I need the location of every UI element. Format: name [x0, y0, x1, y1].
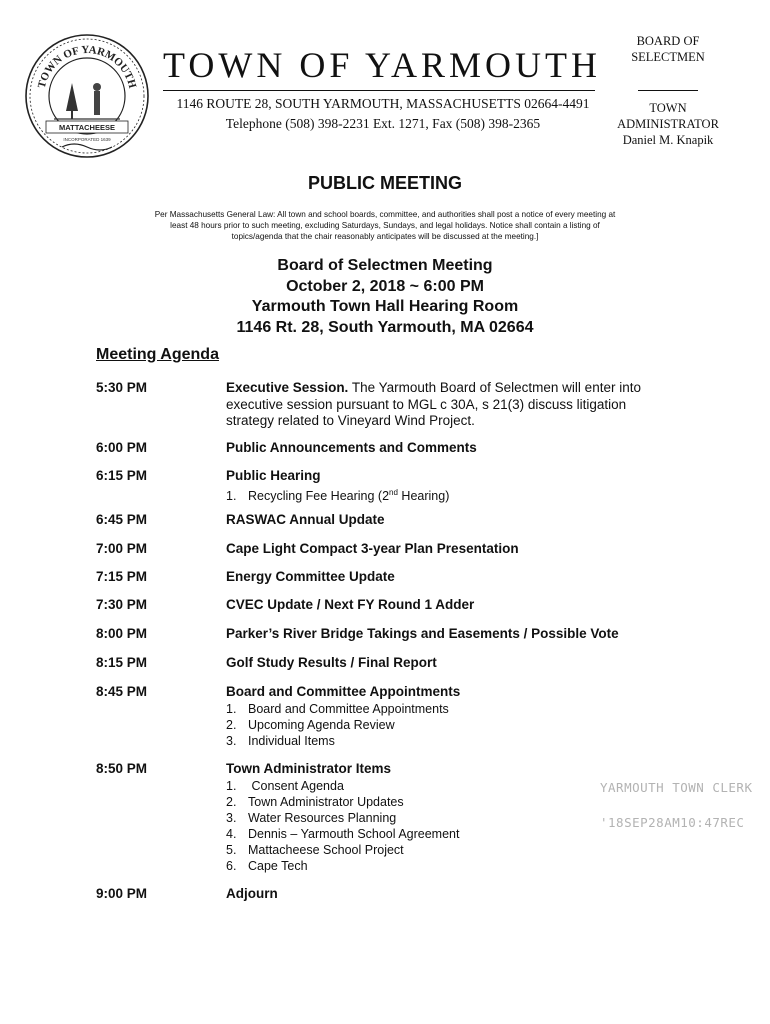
agenda-title: CVEC Update / Next FY Round 1 Adder — [226, 597, 475, 612]
agenda-title: Board and Committee Appointments — [226, 684, 461, 699]
agenda-time: 9:00 PM — [96, 886, 148, 901]
agenda-time: 5:30 PM — [96, 380, 148, 395]
agenda-time: 8:00 PM — [96, 626, 148, 641]
subitem-text: Individual Items — [248, 733, 335, 748]
agenda-body — [226, 380, 686, 430]
agenda-subitem — [226, 733, 686, 749]
agenda-body — [226, 626, 686, 643]
notice-line-3: topics/agenda that the chair reasonably anticipates will be discussed at the meeting.] — [231, 232, 539, 241]
svg-text:TOWN OF YARMOUTH: TOWN OF YARMOUTH — [35, 43, 139, 90]
agenda-time: 8:15 PM — [96, 655, 148, 670]
subitem-text: Mattacheese School Project — [248, 842, 404, 857]
meeting-name: Board of Selectmen Meeting — [277, 257, 493, 274]
agenda-subitem — [226, 485, 686, 504]
notice-line-2: least 48 hours prior to such meeting, excluding Saturdays, Sundays, and legal holidays. Notice shall contain a listing of — [170, 221, 600, 230]
agenda-time: 8:45 PM — [96, 684, 148, 699]
agenda-title: Public Announcements and Comments — [226, 440, 477, 455]
agenda-title: Executive Session. — [226, 380, 349, 395]
agenda-body — [226, 684, 686, 749]
meeting-date: October 2, 2018 ~ 6:00 PM — [286, 277, 484, 295]
agenda-subitem — [226, 842, 686, 858]
agenda-time: 8:50 PM — [96, 761, 148, 776]
agenda-title: RASWAC Annual Update — [226, 512, 385, 527]
subitem-number: 6. — [226, 858, 237, 873]
agenda-body — [226, 597, 686, 614]
public-meeting-title: PUBLIC MEETING — [307, 173, 462, 193]
agenda-time: 6:45 PM — [96, 512, 148, 527]
town-address: 1146 ROUTE 28, SOUTH YARMOUTH, MASSACHUSETTS 02664-4491 — [176, 96, 590, 111]
agenda-description: strategy related to Vineyard Wind Project. — [226, 413, 475, 428]
subitem-text: Upcoming Agenda Review — [248, 717, 395, 732]
subitem-number: 3. — [226, 810, 237, 825]
agenda-time: 7:00 PM — [96, 541, 148, 556]
subitem-number: 3. — [226, 733, 237, 748]
subitem-text: Consent Agenda — [248, 778, 344, 793]
agenda-body — [226, 468, 686, 504]
subitem-number: 1. — [226, 701, 237, 716]
svg-text:INCORPORATED 1639: INCORPORATED 1639 — [63, 137, 111, 142]
agenda-body — [226, 655, 686, 672]
svg-text:MATTACHEESE: MATTACHEESE — [59, 123, 115, 132]
agenda-subitem — [226, 794, 686, 810]
agenda-subitem — [226, 701, 686, 717]
agenda-title: Town Administrator Items — [226, 761, 392, 776]
subitem-text: Water Resources Planning — [248, 810, 397, 825]
agenda-title: Golf Study Results / Final Report — [226, 655, 437, 670]
agenda-body — [226, 569, 686, 586]
agenda-body — [226, 886, 686, 903]
agenda-title: Parker’s River Bridge Takings and Easements / Possible Vote — [226, 626, 619, 641]
meeting-place: Yarmouth Town Hall Hearing Room — [251, 298, 519, 316]
subitem-number: 2. — [226, 794, 237, 809]
agenda-title: Energy Committee Update — [226, 569, 395, 584]
admin-line-2: ADMINISTRATOR — [617, 117, 719, 131]
meeting-agenda-heading: Meeting Agenda — [96, 346, 219, 363]
agenda-subitem — [226, 858, 686, 874]
agenda-body — [226, 512, 686, 529]
subitem-number: 1. — [226, 778, 237, 793]
agenda-description: executive session pursuant to MGL c 30A, s 21(3) discuss litigation — [226, 396, 627, 412]
admin-line-1: TOWN — [649, 101, 687, 115]
subitem-number: 2. — [226, 717, 237, 732]
agenda-title: Public Hearing — [226, 468, 321, 483]
subitem-text: Town Administrator Updates — [248, 794, 404, 809]
subitem-number: 4. — [226, 826, 237, 841]
agenda-description: The Yarmouth Board of Selectmen will enter into — [348, 380, 641, 395]
clerk-stamp-line-2: '18SEP28AM10:47REC — [600, 815, 745, 830]
agenda-time: 6:15 PM — [96, 468, 148, 483]
subitem-text: Dennis – Yarmouth School Agreement — [248, 826, 460, 841]
subitem-text: Cape Tech — [248, 858, 308, 873]
agenda-subitem — [226, 717, 686, 733]
subitem-text: Recycling Fee Hearing (2 — [248, 488, 390, 503]
subitem-superscript: nd — [389, 487, 398, 497]
admin-name: Daniel M. Knapik — [622, 133, 714, 147]
agenda-title: Adjourn — [226, 886, 278, 901]
subitem-text: Board and Committee Appointments — [248, 701, 449, 716]
town-phone: Telephone (508) 398-2231 Ext. 1271, Fax (508) 398-2365 — [225, 116, 541, 131]
agenda-time: 7:30 PM — [96, 597, 148, 612]
notice-line-1: Per Massachusetts General Law: All town and school boards, committee, and authorities shall post a notice of every meeting at — [154, 210, 616, 219]
clerk-stamp-line-1: YARMOUTH TOWN CLERK — [600, 780, 753, 795]
meeting-address: 1146 Rt. 28, South Yarmouth, MA 02664 — [236, 318, 534, 336]
board-line-2: SELECTMEN — [631, 50, 705, 64]
agenda-body — [226, 440, 686, 457]
town-title: TOWN OF YARMOUTH — [163, 45, 602, 85]
agenda-time: 6:00 PM — [96, 440, 148, 455]
agenda-time: 7:15 PM — [96, 569, 148, 584]
subitem-number: 1. — [226, 488, 237, 503]
subitem-number: 5. — [226, 842, 237, 857]
agenda-body — [226, 541, 686, 558]
subitem-text: Hearing) — [397, 488, 450, 503]
board-line-1: BOARD OF — [636, 34, 700, 48]
agenda-title: Cape Light Compact 3-year Plan Presentation — [226, 541, 519, 556]
